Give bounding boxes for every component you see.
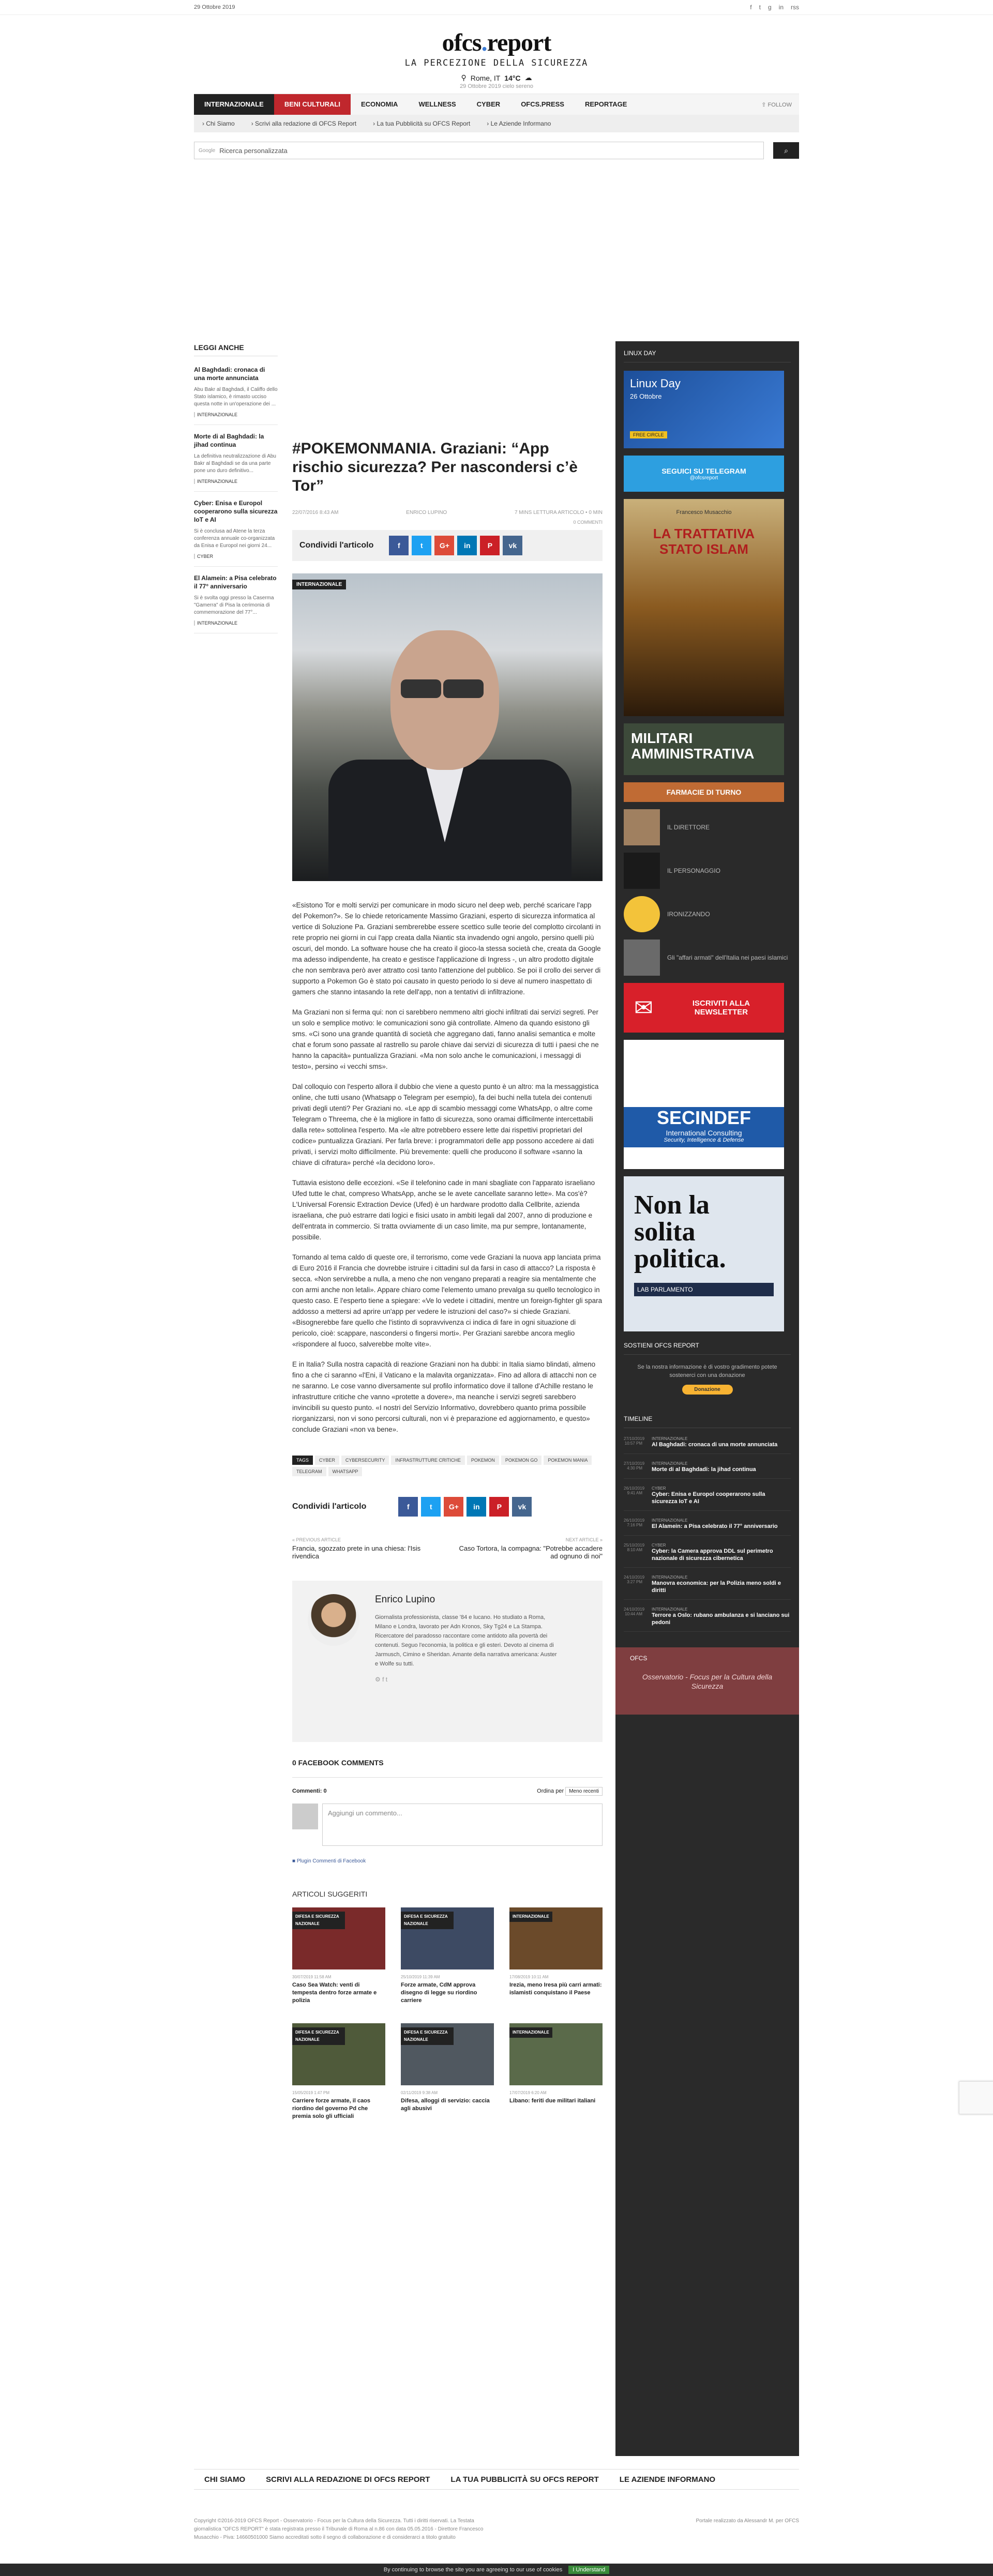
- timeline-item[interactable]: [624, 1543, 791, 1568]
- author-social-icons[interactable]: ⚙ f t: [375, 1676, 388, 1683]
- tag[interactable]: POKEMON GO: [501, 1456, 542, 1465]
- card-image: [401, 1907, 494, 1969]
- share-facebook-icon[interactable]: f: [398, 1497, 418, 1517]
- avatar: [308, 1594, 359, 1646]
- timeline-category: INTERNAZIONALE: [652, 1607, 688, 1612]
- farmacie-banner[interactable]: FARMACIE DI TURNO: [624, 782, 784, 802]
- article-date: 22/07/2016 8:43 AM: [292, 510, 339, 516]
- site-tagline: LA PERCEZIONE DELLA SICUREZZA: [404, 58, 589, 68]
- nav-item-beni-culturali[interactable]: BENI CULTURALI: [274, 94, 351, 115]
- cookie-text: By continuing to browse the site you are agreeing to our use of cookies: [383, 2567, 563, 2573]
- footer-copyright: [194, 2517, 799, 2542]
- copyright-text: Copyright ©2016-2019 OFCS Report - Osservatorio - Focus per la Cultura della Sicurezza. Tutti i diritti riservati. La Testata giornalistica "OFCS REPORT" è stata registrata presso il Tribunale di Roma al n.86 con data 05.05.2016 - Direttore Francesco Musacchio - Piva: 14660501000 Siamo accreditati sotto il segno di collaborazione e di considerarci a titolo gratuito: [194, 2518, 484, 2540]
- ofcs-box-text[interactable]: Osservatorio - Focus per la Cultura della Sicurezza: [642, 1673, 773, 1690]
- timeline-item[interactable]: [624, 1461, 791, 1479]
- suggested-card[interactable]: [292, 2023, 385, 2120]
- card-image: [509, 1907, 603, 1969]
- suggested-card[interactable]: [509, 1907, 603, 2005]
- timeline-time: 24/10/2019 3:27 PM: [624, 1575, 645, 1584]
- main-nav: [194, 94, 799, 115]
- share-google-plus-icon[interactable]: G+: [444, 1497, 463, 1517]
- footer-nav: [194, 2469, 799, 2490]
- share-twitter-icon[interactable]: t: [412, 536, 431, 555]
- weather-description: 29 Ottobre 2019 cielo sereno: [460, 83, 533, 89]
- card-date: 25/10/2019 11:39 AM: [401, 1975, 440, 1979]
- weather-location: Rome, IT: [470, 73, 501, 82]
- timeline-title[interactable]: Morte di al Baghdadi: la jihad continua: [652, 1466, 756, 1473]
- timeline-category: INTERNAZIONALE: [652, 1518, 688, 1523]
- militari-banner[interactable]: MILITARI AMMINISTRATIVA: [624, 723, 784, 775]
- related-item[interactable]: Morte di al Baghdadi: la jihad continua La definitiva neutralizzazione di Abu Bakr al Baghdadi se da una parte pone uno duro definitivo... INTERNAZIONALE: [194, 432, 278, 492]
- timeline-category: CYBER: [652, 1486, 666, 1491]
- tag[interactable]: CYBER: [315, 1456, 339, 1465]
- article-title: #POKEMONMANIA. Graziani: “App rischio sicurezza? Per nascondersi c’è Tor”: [292, 440, 578, 494]
- support-text: Se la nostra informazione è di vostro gradimento potete sostenerci con una donazione: [637, 1364, 777, 1378]
- nav-item-wellness[interactable]: WELLNESS: [418, 100, 456, 108]
- sidebar-heading: LINUX DAY: [624, 350, 791, 362]
- suggested-card[interactable]: [401, 1907, 494, 2005]
- card-title[interactable]: Libano: feriti due militari italiani: [509, 2098, 596, 2104]
- card-category[interactable]: DIFESA E SICUREZZA NAZIONALE: [292, 1912, 345, 1929]
- article-paragraph: Tuttavia esistono delle eccezioni. «Se il telefonino cade in mani sbagliate con l'apparato israeliano Ufed tutte le chat, compreso WhatsApp, anche se le avete cancellate saranno lette». Ma cos'è? L'Universal Forensic Extraction Device (Ufed) è un hardware prodotto dalla Cellbrite, azienda israeliana, che può estrarre dati logici e fisici usato in ambiti legali dal 2007, anno di produzione e dell'entrata in commercio. Si tratta ovviamente di un caso limite, ma pur sempre, lontanamente, possibile.: [292, 1179, 595, 1241]
- article-reading-time: 7 MINS LETTURA ARTICOLO • 0 MIN: [514, 510, 603, 516]
- timeline-title[interactable]: Cyber: Enisa e Europol cooperarono sulla sicurezza IoT e AI: [652, 1491, 765, 1505]
- suggested-card[interactable]: [292, 1907, 385, 2005]
- card-date: 17/07/2019 6:20 AM: [509, 2090, 547, 2095]
- card-title[interactable]: Carriere forze armate, il caos riordino del governo Pd che premia solo gli ufficiali: [292, 2098, 371, 2119]
- comment-input[interactable]: Aggiungi un commento...: [322, 1804, 603, 1846]
- rss-icon[interactable]: rss: [791, 4, 799, 11]
- subnav-item[interactable]: › La tua Pubblicità su OFCS Report: [373, 120, 471, 127]
- footer-link[interactable]: SCRIVI ALLA REDAZIONE DI OFCS REPORT: [266, 2475, 430, 2484]
- weather-widget: [0, 73, 993, 82]
- share-label: Condividi l'articolo: [299, 541, 374, 550]
- avatar: [624, 853, 660, 889]
- subnav-item[interactable]: › Chi Siamo: [202, 120, 235, 127]
- linkedin-icon[interactable]: in: [778, 4, 784, 11]
- ofcs-box-title: OFCS: [630, 1655, 648, 1662]
- subnav-item[interactable]: › Scrivi alla redazione di OFCS Report: [251, 120, 357, 127]
- article-paragraph: Dal colloquio con l'esperto allora il dubbio che viene a questo punto è un altro: ma la messaggistica online, che tutti usano (Whatsapp o Telegram per esempio), fa dei buchi nella tutela dei contenuti privati degli utenti? Per Graziani no. «Le app di scambio messaggi come WhatsApp, o altre come Telegram o Threema, che è la migliore in fatto di sicurezza, sono oramai difficilmente intercettabili dalla rete» sottolinea l'esperto. Ma «le altre potrebbero essere lette dai rispettivi proprietari del codice» puntualizza Graziani. Per farla breve: i programmatori delle app possono accedere ai dati privati, i servizi molto difficilmente. Più brevemente: quelli che producono il software «sanno la chiave di cifratura» perché «la decidono loro».: [292, 1083, 599, 1166]
- support-heading: SOSTIENI OFCS REPORT: [624, 1342, 791, 1355]
- footer-link[interactable]: CHI SIAMO: [204, 2475, 246, 2484]
- envelope-icon: ✉: [634, 995, 653, 1021]
- article-paragraph: E in Italia? Sulla nostra capacità di reazione Graziani non ha dubbi: in Italia siamo blindati, almeno fino a che ci saranno «l'Eni, il Vaticano e la malavita organizzata». Fino ad allora di attacchi non ce ne saranno. Le cose vanno diversamente sul profilo informatico dove il tallone d'Achille restano le infrastrutture critiche che vanno «protette a dovere», ma neanche i servizi segreti sarebbero invincibili su questo punto. «I nostri del Servizio Informativo, dovrebbero quanto prima possibile riorganizzarsi, non vi sono percorsi culturali, non vi è preparazione ed aggiornamento, e questo» conclude Graziani «non va bene».: [292, 1360, 597, 1433]
- tag[interactable]: TELEGRAM: [292, 1467, 326, 1476]
- card-date: 17/08/2019 10:11 AM: [509, 1975, 549, 1979]
- related-sidebar: [194, 341, 278, 641]
- share-bar: [292, 530, 603, 561]
- card-image: [292, 2023, 385, 2085]
- timeline-category: INTERNAZIONALE: [652, 1436, 688, 1441]
- nav-item-cyber[interactable]: CYBER: [476, 100, 501, 108]
- search-button[interactable]: [773, 142, 799, 159]
- ofcs-box: [615, 1647, 799, 1715]
- suggested-card[interactable]: [401, 2023, 494, 2120]
- previous-article-link[interactable]: « PREVIOUS ARTICLE Francia, sgozzato prete in una chiesa: l'Isis rivendica: [292, 1537, 421, 1560]
- article-paragraph: Tornando al tema caldo di queste ore, il terrorismo, come vede Graziani la nuova app lanciata prima di Euro 2016 il Francia che dovrebbe istruire i cittadini sul da farsi in caso di attacco? La risposta è secca. «Non servirebbe a nulla, a meno che non vengano preparati a reagire sia mentalmente che con armi anche non letali». Appare chiaro come l'elemento umano prevalga su quello tecnologico in questo caso. E l'esperto tiene a spiegare: «Ve lo vedete i cittadini, mentre un foreign-fighter gli spara addosso a mettersi ad aprire un'app per vedere le istruzioni del caso?» si chiede Graziani. «Bisognerebbe fare quello che l'istinto di sopravvivenza ci indica di fare in ogni situazione di pericolo, cioè: scappare, nascondersi o fingersi morti». Per Graziani sarebbe ancora meglio «rispondere al fuoco, salverebbe molte vite».: [292, 1253, 603, 1348]
- timeline-item[interactable]: [624, 1436, 791, 1454]
- tag[interactable]: CYBERSECURITY: [341, 1456, 389, 1465]
- author-bio: Giornalista professionista, classe '84 e lucano. Ho studiato a Roma, Milano e Londra, lavorato per Adn Kronos, Sky Tg24 e La Stampa. Ricercatore del paradosso raccontare come antidoto alla povertà dei contenuti. Seguo l'economia, la politica e gli esteri. Devoto al cinema di Jarmusch, Cimino e Sheridan. Amante della narrativa americana: Auster e Wolfe su tutti.: [375, 1614, 557, 1667]
- nav-item-ofcs-press[interactable]: OFCS.PRESS: [521, 100, 564, 108]
- top-social: [750, 4, 799, 11]
- article-photo: [292, 573, 603, 881]
- related-item[interactable]: Al Baghdadi: cronaca di una morte annunciata Abu Bakr al Baghdadi, il Califfo dello Stato islamico, è rimasto ucciso questa notte in un'operazione dei ... INTERNAZIONALE: [194, 366, 278, 425]
- twitter-icon[interactable]: t: [759, 4, 761, 11]
- article-author[interactable]: ENRICO LUPINO: [406, 510, 447, 516]
- facebook-plugin-link[interactable]: ■ Plugin Commenti di Facebook: [292, 1858, 366, 1864]
- card-title[interactable]: Caso Sea Watch: venti di tempesta dentro forze armate e polizia: [292, 1982, 377, 2004]
- nav-item-internazionale[interactable]: INTERNAZIONALE: [194, 94, 274, 115]
- sidebar-people-item[interactable]: IL PERSONAGGIO: [624, 853, 791, 889]
- author-box: [292, 1581, 603, 1742]
- linux-day-banner[interactable]: Linux Day 26 Ottobre FREE CIRCLE: [624, 371, 784, 448]
- share-google-plus-icon[interactable]: G+: [434, 536, 454, 555]
- search-bar: [194, 142, 799, 159]
- avatar: [624, 940, 660, 976]
- timeline-item[interactable]: [624, 1607, 791, 1632]
- subnav-item[interactable]: › Le Aziende Informano: [487, 120, 551, 127]
- card-date: 15/05/2019 1:47 PM: [292, 2090, 330, 2095]
- timeline-time: 27/10/2019 4:30 PM: [624, 1461, 645, 1471]
- site-header: [0, 15, 993, 94]
- secindef-banner[interactable]: SECINDEF International Consulting Security, Intelligence & Defense: [624, 1040, 784, 1169]
- author-name[interactable]: Enrico Lupino: [375, 1594, 435, 1605]
- card-category[interactable]: DIFESA E SICUREZZA NAZIONALE: [401, 2027, 454, 2045]
- search-icon: ⌕: [784, 146, 788, 155]
- top-date: 29 Ottobre 2019: [194, 4, 235, 10]
- share-twitter-icon[interactable]: t: [421, 1497, 441, 1517]
- timeline-item[interactable]: [624, 1575, 791, 1600]
- cookie-bar: [0, 2564, 993, 2576]
- site-logo[interactable]: ofcs.report: [442, 29, 551, 56]
- facebook-comments: [292, 1759, 603, 1864]
- timeline-time: 24/10/2019 10:44 AM: [624, 1607, 645, 1616]
- share-pinterest-icon[interactable]: P: [489, 1497, 509, 1517]
- lab-parlamento-banner[interactable]: Non la solita politica. LAB PARLAMENTO: [624, 1176, 784, 1331]
- location-pin-icon: ⚲: [461, 73, 467, 82]
- nav-item-reportage[interactable]: REPORTAGE: [584, 100, 627, 108]
- sort-label: Ordina per: [537, 1788, 564, 1794]
- telegram-banner[interactable]: SEGUICI SU TELEGRAM @ofcsreport: [624, 456, 784, 492]
- card-title[interactable]: Irezia, meno Iresa più carri armati: islamisti conquistano il Paese: [509, 1982, 602, 1996]
- timeline-title[interactable]: Cyber: la Camera approva DDL sul perimetro nazionale di sicurezza cibernetica: [652, 1548, 773, 1562]
- card-category[interactable]: DIFESA E SICUREZZA NAZIONALE: [292, 2027, 345, 2045]
- weather-temperature: 14°C: [504, 73, 521, 82]
- share-bar-bottom: [292, 1497, 603, 1517]
- share-label: Condividi l'articolo: [292, 1502, 367, 1511]
- footer-link[interactable]: LA TUA PUBBLICITÀ SU OFCS REPORT: [450, 2475, 599, 2484]
- timeline-heading: TIMELINE: [624, 1415, 791, 1428]
- next-article-link[interactable]: NEXT ARTICLE » Caso Tortora, la compagna: "Potrebbe accadere ad ognuno di noi": [459, 1537, 603, 1560]
- category-badge[interactable]: INTERNAZIONALE: [292, 580, 346, 589]
- sub-nav: [194, 115, 799, 132]
- top-bar: [0, 0, 993, 15]
- suggested-articles: [292, 1890, 603, 2120]
- card-category[interactable]: INTERNAZIONALE: [509, 2027, 552, 2038]
- follow-button[interactable]: ⇪ FOLLOW: [761, 101, 792, 108]
- card-title[interactable]: Difesa, alloggi di servizio: caccia agli abusivi: [401, 2098, 490, 2112]
- related-heading: LEGGI ANCHE: [194, 343, 278, 356]
- card-date: 30/07/2019 11:58 AM: [292, 1975, 332, 1979]
- article-body: [292, 900, 603, 1435]
- card-image: [401, 2023, 494, 2085]
- book-banner[interactable]: Francesco Musacchio LA TRATTATIVA STATO ISLAM: [624, 499, 784, 716]
- tag[interactable]: POKEMON: [467, 1456, 499, 1465]
- newsletter-banner[interactable]: ✉ ISCRIVITI ALLA NEWSLETTER: [624, 983, 784, 1033]
- avatar: [624, 809, 660, 845]
- card-image: [509, 2023, 603, 2085]
- tag[interactable]: WHATSAPP: [328, 1467, 363, 1476]
- facebook-icon: ■: [292, 1858, 297, 1864]
- donate-button[interactable]: Donazione: [682, 1385, 733, 1395]
- tag-list: [292, 1456, 603, 1476]
- share-icon: ⇪: [761, 101, 768, 108]
- timeline-item[interactable]: [624, 1518, 791, 1536]
- recaptcha-badge[interactable]: [959, 2081, 993, 2114]
- sort-select[interactable]: Meno recenti: [565, 1787, 603, 1796]
- timeline: [624, 1415, 791, 1632]
- timeline-title[interactable]: Al Baghdadi: cronaca di una morte annunciata: [652, 1442, 778, 1448]
- timeline-title[interactable]: El Alamein: a Pisa celebrato il 77° anniversario: [652, 1523, 778, 1529]
- share-linkedin-icon[interactable]: in: [457, 536, 477, 555]
- timeline-category: INTERNAZIONALE: [652, 1575, 688, 1580]
- share-facebook-icon[interactable]: f: [389, 536, 409, 555]
- card-image: [292, 1907, 385, 1969]
- facebook-icon[interactable]: f: [750, 4, 752, 11]
- card-category[interactable]: DIFESA E SICUREZZA NAZIONALE: [401, 1912, 454, 1929]
- tag[interactable]: POKEMON MANIA: [544, 1456, 592, 1465]
- laughing-emoji-icon: [624, 896, 660, 932]
- suggested-title: ARTICOLI SUGGERITI: [292, 1890, 368, 1898]
- realized-by: Portale realizzato da Alessandr M. per OFCS: [696, 2518, 799, 2524]
- article-pagination: [292, 1537, 603, 1560]
- article-comment-count[interactable]: 0 COMMENTI: [573, 520, 603, 525]
- suggested-card[interactable]: [509, 2023, 603, 2120]
- article-paragraph: Ma Graziani non si ferma qui: non ci sarebbero nemmeno altri giochi infiltrati dai servizi segreti. Per un solo e semplice motivo: le comunicazioni sono già controllate. Almeno da quando esistono gli sms. «Ci sono una grande quantità di società che aggregano dati, fanno analisi semantica e molte chat e forum sono passate al rastrello su parole chiave dai servizi di sicurezza di tutti i paesi che ne hanno la capacità» puntualizza Graziani. «Ma non solo anche le comunicazioni, i messaggi di testo», persino «i vecchi sms».: [292, 1008, 599, 1070]
- article-meta: [292, 510, 603, 516]
- sidebar-people-item[interactable]: IRONIZZANDO: [624, 896, 791, 932]
- sidebar-people-item[interactable]: IL DIRETTORE: [624, 809, 791, 845]
- timeline-category: INTERNAZIONALE: [652, 1461, 688, 1466]
- related-item[interactable]: El Alamein: a Pisa celebrato il 77° anniversario Si è svolta oggi presso la Caserma "Gamerra" di Pisa la cerimonia di commemorazione del 77°... INTERNAZIONALE: [194, 574, 278, 633]
- search-input[interactable]: Google Ricerca personalizzata: [194, 142, 764, 159]
- timeline-title[interactable]: Terrore a Oslo: rubano ambulanza e si lanciano sui pedoni: [652, 1612, 790, 1626]
- timeline-title[interactable]: Manovra economica: per la Polizia meno soldi e diritti: [652, 1580, 781, 1594]
- card-date: 02/11/2019 9:38 AM: [401, 2090, 438, 2095]
- right-sidebar: [615, 341, 799, 2456]
- article-paragraph: «Esistono Tor e molti servizi per comunicare in modo sicuro nel deep web, perché scaricare l'app del Pokemon?». Se lo chiede retoricamente Massimo Graziani, esperto di sicurezza informatica al vertice di Soluzione Pa. Graziani sembrerebbe essere scettico sulle teorie del complotto circolanti in rete proprio nei giorni in cui l'app creata dalla Niantic sta invadendo ogni angolo, persino quelli più oscuri, del mondo. La software house che ha creato il gioco-la stessa società che, creata da Google ma adesso indipendente, ha creato e gestisce l'applicazione di Ingress -, un altro prodotto digitale che non sembrava però aver attratto così tanto l'attenzione del pubblico. Se poi il crollo dei server di supporto a Pokemon Go è stato poi causato in questo periodo lo si deve al numero inaspettato di gamers che stanno intasando la rete dell'app, non a tentativi di infiltrazione.: [292, 901, 601, 996]
- sidebar-people-item[interactable]: Gli "affari armati" dell'Italia nei paesi islamici: [624, 940, 791, 976]
- timeline-time: 27/10/2019 10:57 PM: [624, 1436, 645, 1446]
- timeline-category: CYBER: [652, 1543, 666, 1548]
- share-vk-icon[interactable]: vk: [512, 1497, 532, 1517]
- cookie-accept-button[interactable]: I Understand: [568, 2566, 609, 2574]
- timeline-item[interactable]: [624, 1486, 791, 1511]
- nav-item-economia[interactable]: ECONOMIA: [360, 100, 398, 108]
- comments-count: Commenti: 0: [292, 1788, 327, 1794]
- tag[interactable]: INFRASTRUTTURE CRITICHE: [391, 1456, 465, 1465]
- google-plus-icon[interactable]: g: [768, 4, 772, 11]
- timeline-time: 26/10/2019 7:16 PM: [624, 1518, 645, 1527]
- commenter-avatar: [292, 1804, 318, 1829]
- share-pinterest-icon[interactable]: P: [480, 536, 500, 555]
- share-linkedin-icon[interactable]: in: [467, 1497, 486, 1517]
- cloud-icon: ☁: [524, 73, 532, 82]
- card-category[interactable]: INTERNAZIONALE: [509, 1912, 552, 1922]
- tags-label: TAGS: [292, 1456, 313, 1465]
- timeline-time: 26/10/2019 9:41 AM: [624, 1486, 645, 1495]
- footer-link[interactable]: LE AZIENDE INFORMANO: [619, 2475, 716, 2484]
- photo-face: [390, 630, 499, 770]
- article-main: [292, 341, 603, 2120]
- facebook-comments-title: 0 FACEBOOK COMMENTS: [292, 1759, 384, 1767]
- timeline-time: 25/10/2019 8:10 AM: [624, 1543, 645, 1552]
- related-item[interactable]: Cyber: Enisa e Europol cooperarono sulla sicurezza IoT e AI Si è conclusa ad Atene la terza conferenza annuale co-organizzata da Enisa e Europol nei giorni 24... CYBER: [194, 499, 278, 567]
- photo-sunglasses: [401, 679, 489, 700]
- share-vk-icon[interactable]: vk: [503, 536, 522, 555]
- card-title[interactable]: Forze armate, CdM approva disegno di legge su riordino carriere: [401, 1982, 477, 2004]
